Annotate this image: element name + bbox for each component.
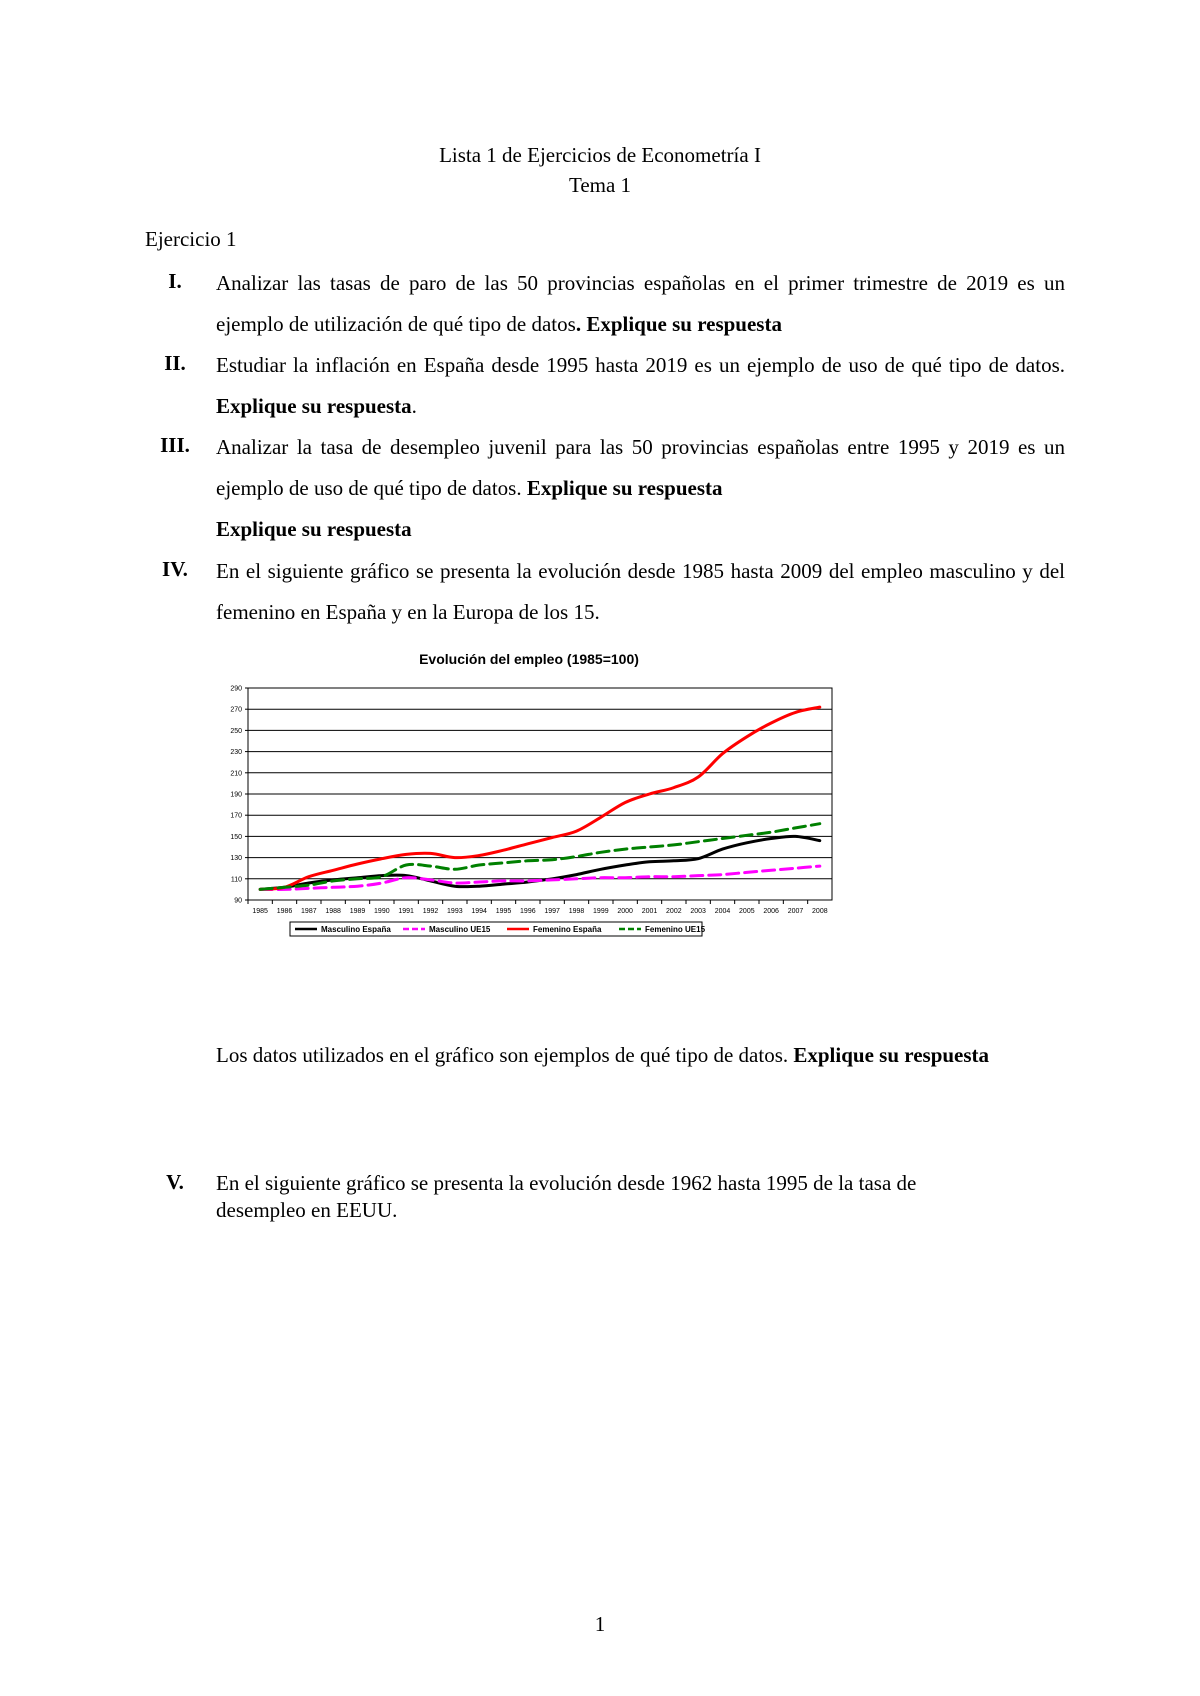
employment-chart — [220, 648, 860, 1028]
item-1-explain: . Explique su respuesta — [575, 312, 782, 336]
xtick-label: 2001 — [641, 908, 658, 915]
item-2-question: Estudiar la inflación en España desde 1995 hasta 2019 es un ejemplo de uso de qué tipo de datos. — [216, 353, 1065, 377]
item-3-explain-extra: Explique su respuesta — [216, 517, 412, 541]
chart-question-body: Los datos utilizados en el gráfico son ejemplos de qué tipo de datos. — [216, 1043, 794, 1067]
xtick-label: 1993 — [447, 908, 463, 915]
xtick-label: 1986 — [276, 908, 293, 915]
item-2-tail: . — [411, 394, 417, 418]
legend-label-3: Femenino UE15 — [645, 925, 706, 934]
ytick-label: 90 — [234, 897, 242, 905]
xtick-label: 1991 — [398, 908, 414, 915]
page-number: 1 — [594, 1612, 606, 1636]
xtick-label: 1998 — [568, 908, 585, 915]
item-2-text — [216, 345, 1065, 427]
xtick-label: 2005 — [739, 908, 755, 915]
item-4-text — [216, 551, 1065, 633]
legend-label-0: Masculino España — [321, 925, 391, 934]
item-3-explain: Explique su respuesta — [526, 476, 723, 500]
ytick-label: 190 — [230, 791, 242, 799]
ytick-label: 150 — [230, 833, 242, 841]
xtick-label: 2003 — [690, 908, 706, 915]
xtick-label: 1990 — [374, 908, 390, 915]
ytick-label: 170 — [230, 812, 242, 820]
item-1-question: Analizar las tasas de paro de las 50 provincias españolas en el primer trimestre de 2019 es un ejemplo de utilización de qué tipo de datos — [216, 271, 1065, 336]
item-2-numeral: II. — [164, 351, 186, 375]
xtick-label: 2008 — [812, 908, 828, 915]
item-1-text — [216, 263, 1065, 345]
item-5-numeral: V. — [166, 1170, 184, 1194]
ytick-label: 210 — [230, 770, 242, 778]
document-title: Lista 1 de Ejercicios de Econometría I — [439, 143, 761, 167]
legend-label-1: Masculino UE15 — [429, 925, 491, 934]
ytick-label: 270 — [230, 706, 242, 714]
exercise-heading: Ejercicio 1 — [145, 227, 237, 251]
ytick-label: 290 — [230, 685, 242, 693]
ytick-label: 250 — [230, 727, 242, 735]
ytick-label: 110 — [230, 876, 242, 884]
xtick-label: 2004 — [714, 908, 731, 915]
chart-question-text — [216, 1035, 1065, 1076]
ytick-label: 230 — [230, 749, 242, 757]
xtick-label: 1994 — [471, 908, 487, 915]
ytick-label: 130 — [230, 855, 242, 863]
item-3-text — [216, 427, 1065, 550]
xtick-label: 1996 — [520, 908, 536, 915]
legend-label-2: Femenino España — [533, 925, 602, 934]
document-subtitle: Tema 1 — [568, 173, 632, 197]
chart-question-explain: Explique su respuesta — [793, 1043, 990, 1067]
xtick-label: 2000 — [617, 908, 633, 915]
xtick-label: 2002 — [666, 908, 682, 915]
xtick-label: 2007 — [787, 908, 804, 915]
xtick-label: 1995 — [495, 908, 512, 915]
xtick-label: 1988 — [325, 908, 341, 915]
chart-title: Evolución del empleo (1985=100) — [419, 651, 639, 667]
xtick-label: 2006 — [763, 908, 779, 915]
xtick-label: 1985 — [252, 908, 268, 915]
xtick-label: 1992 — [422, 908, 439, 915]
item-4-question: En el siguiente gráfico se presenta la evolución desde 1985 hasta 2009 del empleo masculino y del femenino en España y en la Europa de los 15. — [216, 559, 1065, 624]
xtick-label: 1987 — [301, 908, 317, 915]
item-5-question: En el siguiente gráfico se presenta la evolución desde 1962 hasta 1995 de la tasa de desempleo en EEUU. — [216, 1171, 917, 1222]
item-5-text — [216, 1170, 1006, 1224]
xtick-label: 1997 — [544, 908, 560, 915]
item-3-question: Analizar la tasa de desempleo juvenil para las 50 provincias españolas entre 1995 y 2019 es un ejemplo de uso de qué tipo de datos. — [216, 435, 1065, 500]
item-4-numeral: IV. — [162, 557, 188, 581]
item-2-explain: Explique su respuesta — [216, 394, 412, 418]
item-1-numeral: I. — [168, 269, 182, 293]
xtick-label: 1989 — [349, 908, 366, 915]
xtick-label: 1999 — [593, 908, 609, 915]
series-line-2 — [260, 707, 820, 889]
item-3-numeral: III. — [160, 433, 190, 457]
